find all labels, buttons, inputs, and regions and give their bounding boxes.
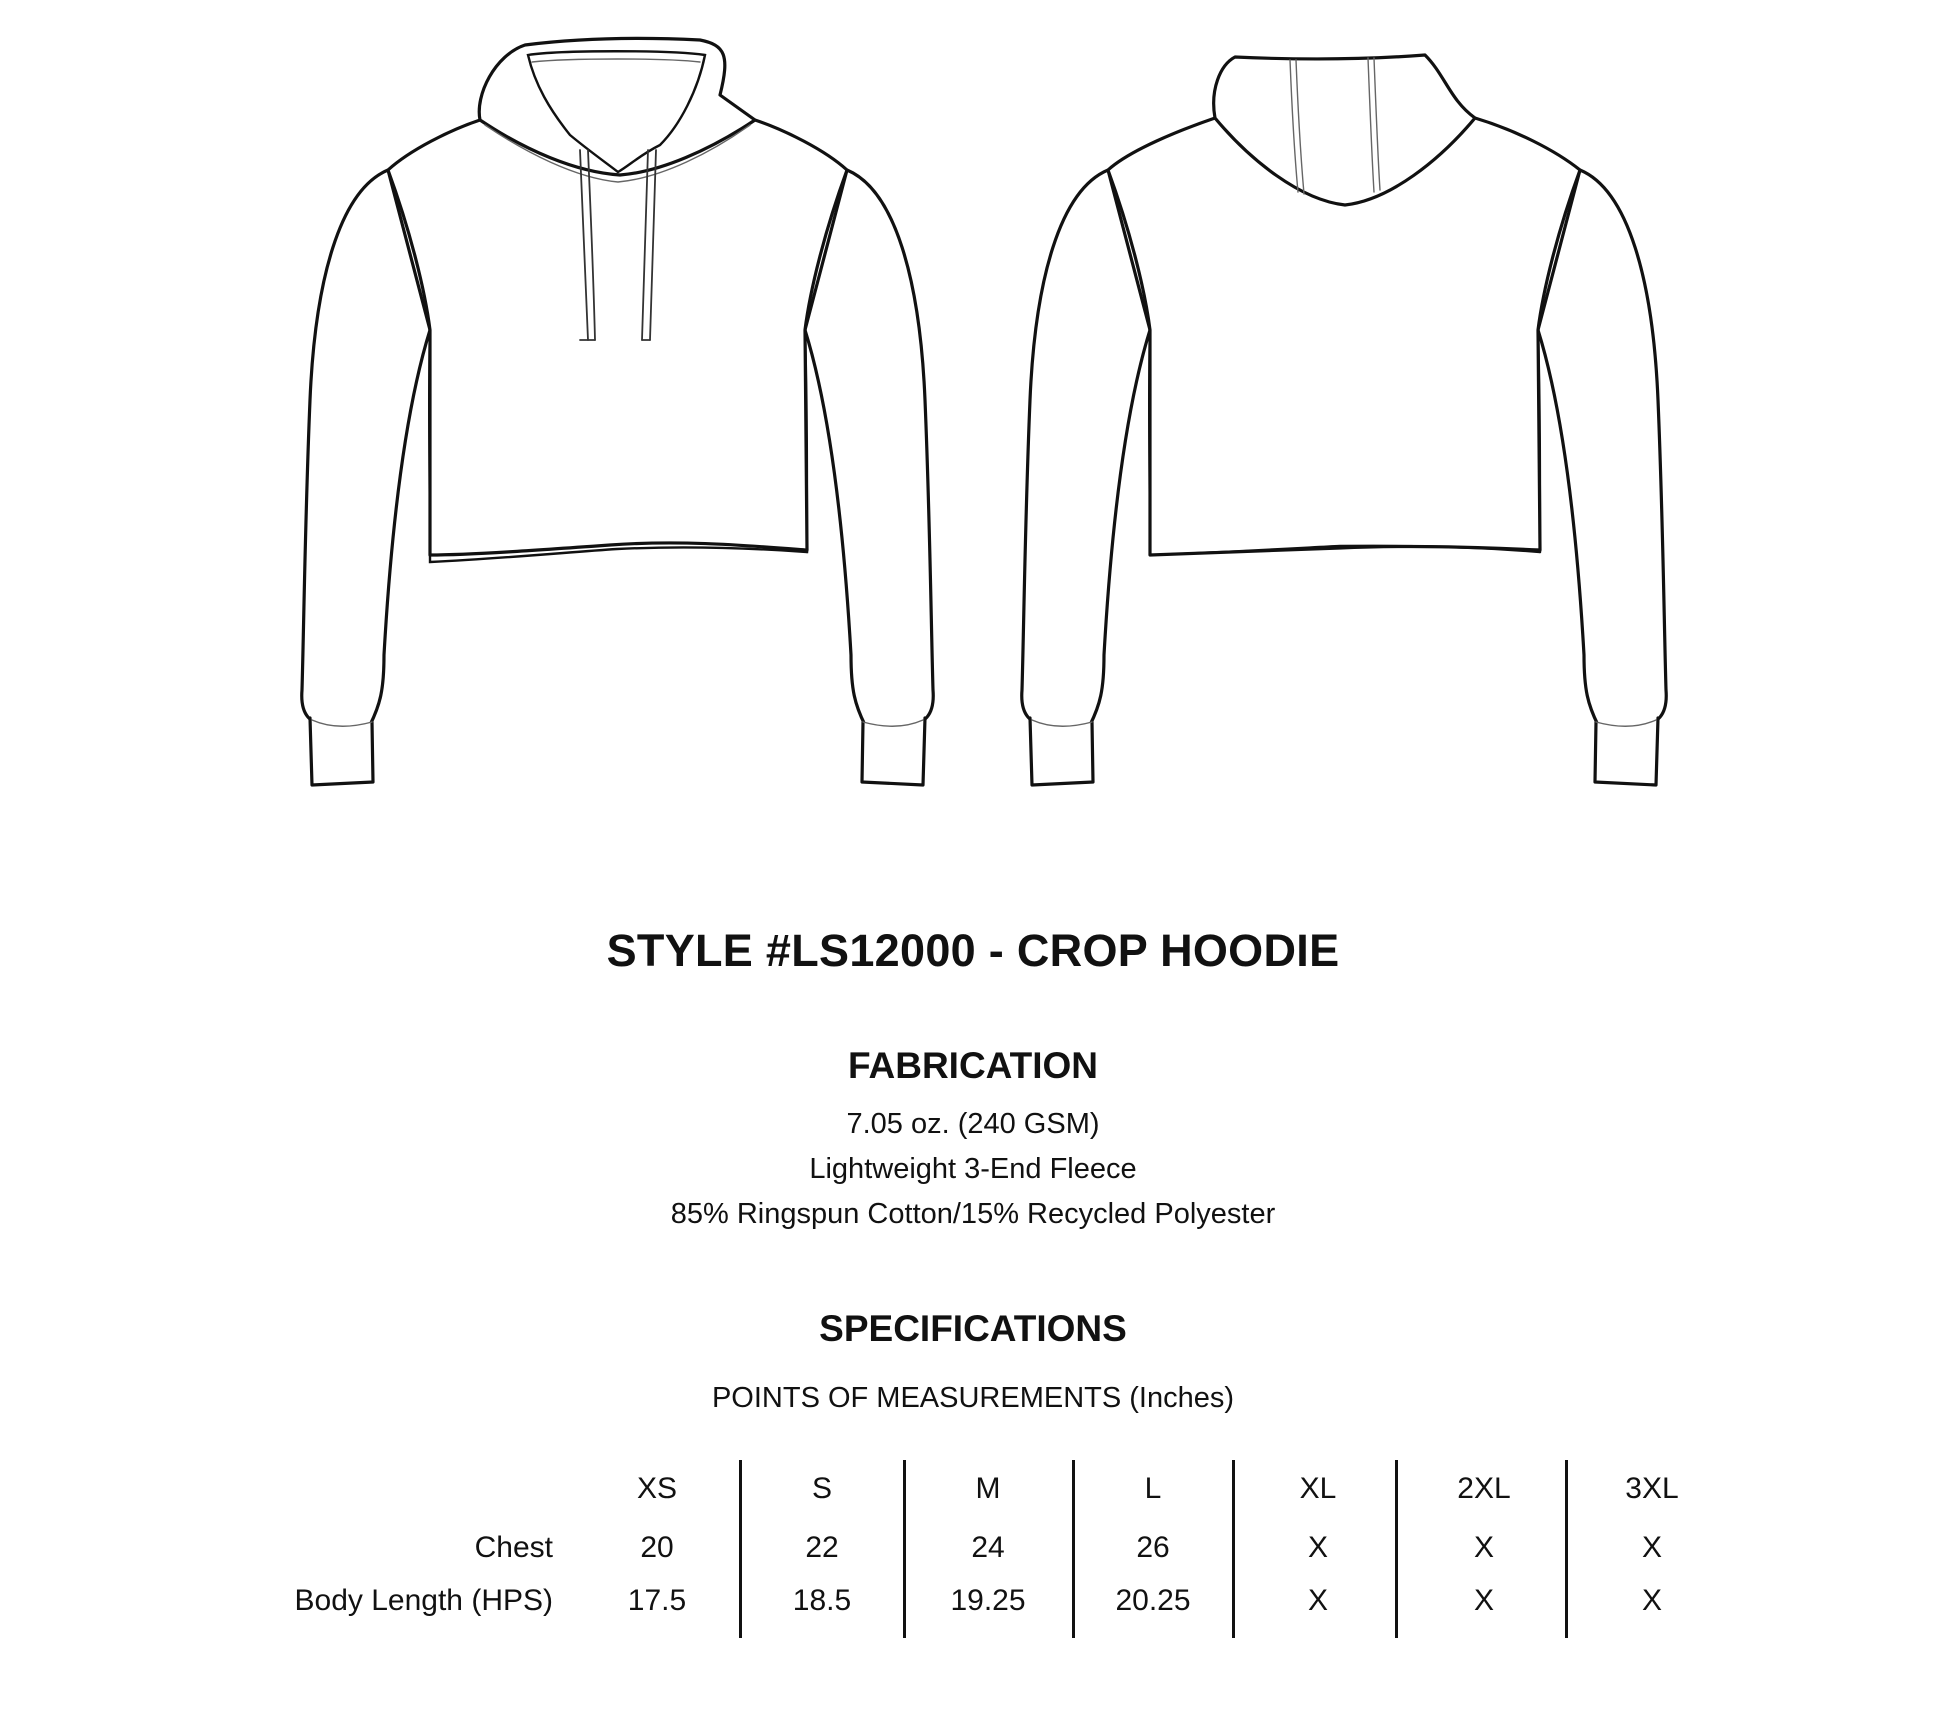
body-length-3xl: X: [1641, 1584, 1662, 1617]
column-divider: [1395, 1460, 1398, 1638]
size-header-2xl: 2XL: [1457, 1472, 1511, 1505]
body-length-l: 20.25: [1115, 1584, 1191, 1617]
size-header-xl: XL: [1299, 1472, 1337, 1505]
body-length-s: 18.5: [792, 1584, 852, 1617]
body-length-m: 19.25: [950, 1584, 1026, 1617]
chest-l: 26: [1136, 1531, 1170, 1564]
style-title: STYLE #LS12000 - CROP HOODIE: [606, 925, 1340, 976]
fabrication-weight: 7.05 oz. (240 GSM): [846, 1108, 1100, 1140]
hoodie-back-sketch: [1000, 0, 1680, 820]
size-header-l: L: [1144, 1472, 1162, 1505]
specifications-heading: SPECIFICATIONS: [819, 1308, 1127, 1349]
chest-s: 22: [805, 1531, 839, 1564]
hoodie-front-sketch: [280, 0, 940, 820]
fabrication-details: [0, 1102, 1946, 1237]
size-header-3xl: 3XL: [1625, 1472, 1679, 1505]
column-divider: [1565, 1460, 1568, 1638]
size-header-xs: XS: [636, 1472, 678, 1505]
chest-xl: X: [1307, 1531, 1328, 1564]
body-length-xs: 17.5: [627, 1584, 687, 1617]
fabrication-heading: FABRICATION: [847, 1045, 1099, 1086]
chest-m: 24: [971, 1531, 1005, 1564]
chest-xs: 20: [640, 1531, 674, 1564]
column-divider: [739, 1460, 742, 1638]
fabrication-content: 85% Ringspun Cotton/15% Recycled Polyester: [670, 1198, 1276, 1230]
technical-sketches: [0, 0, 1946, 820]
row-label-body-length: Body Length (HPS): [294, 1584, 553, 1617]
size-spec-table: [0, 1460, 1946, 1640]
fabrication-fleece: Lightweight 3-End Fleece: [809, 1153, 1137, 1185]
row-label-chest: Chest: [474, 1531, 553, 1564]
size-header-m: M: [975, 1472, 1001, 1505]
body-length-2xl: X: [1473, 1584, 1494, 1617]
size-header-s: S: [811, 1472, 832, 1505]
body-length-xl: X: [1307, 1584, 1328, 1617]
chest-2xl: X: [1473, 1531, 1494, 1564]
points-of-measurement-label: POINTS OF MEASUREMENTS (Inches): [711, 1382, 1235, 1414]
column-divider: [1232, 1460, 1235, 1638]
chest-3xl: X: [1641, 1531, 1662, 1564]
column-divider: [903, 1460, 906, 1638]
column-divider: [1072, 1460, 1075, 1638]
